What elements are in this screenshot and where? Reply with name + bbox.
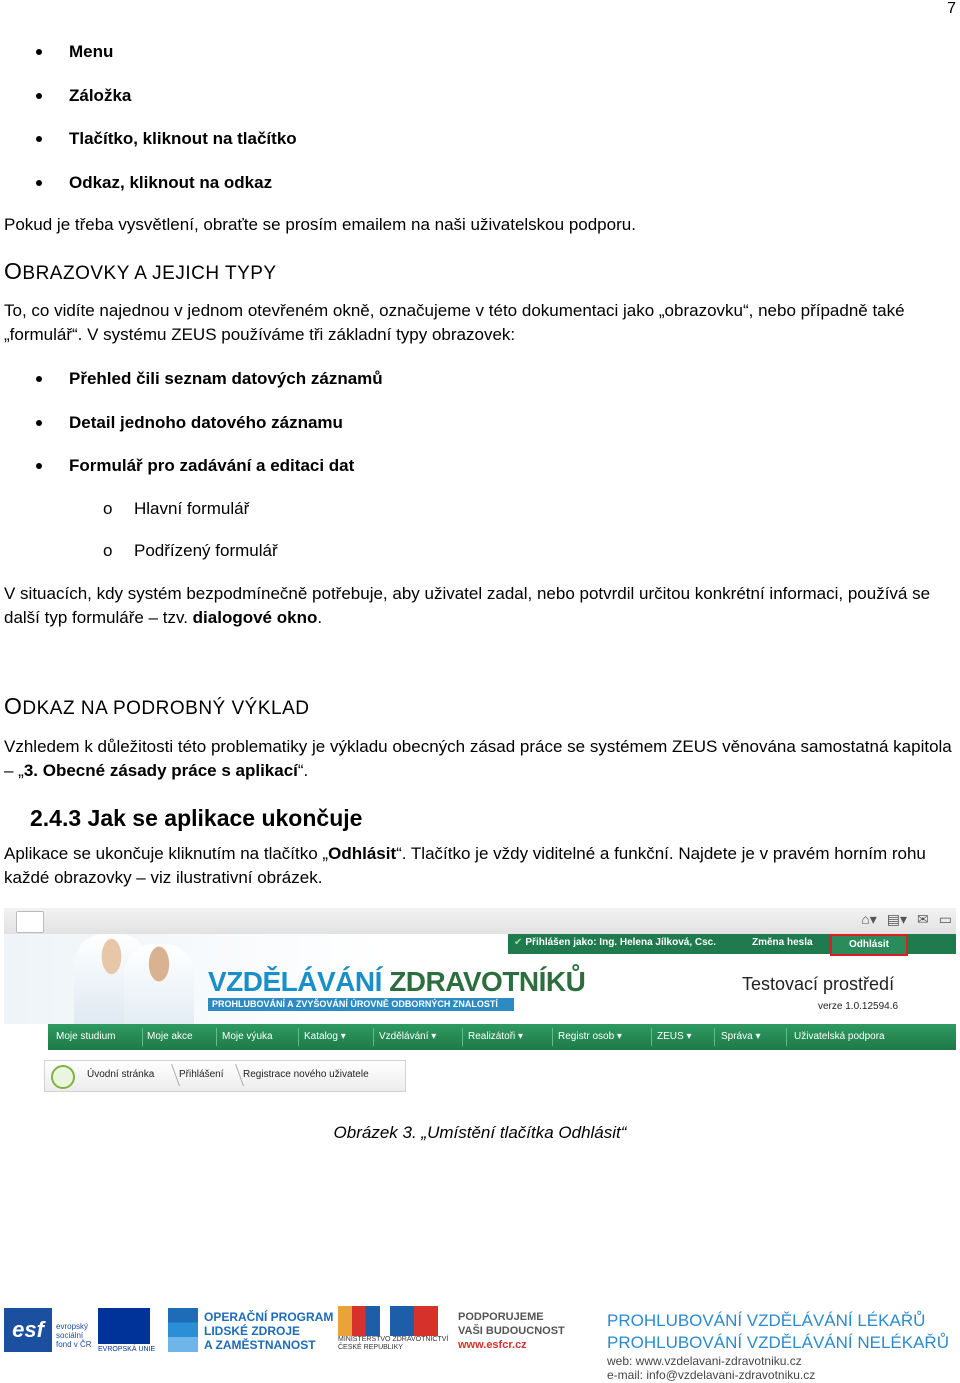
- home-icon[interactable]: [51, 1065, 75, 1089]
- environment-label: Testovací prostředí: [742, 974, 895, 994]
- nav-item-my-events[interactable]: Moje akce: [147, 1031, 193, 1042]
- sub-bullet-icon: o: [103, 499, 113, 518]
- nav-item-my-study[interactable]: Moje studium: [56, 1031, 116, 1042]
- support-slogan: PODPORUJEME VAŠI BUDOUCNOST www.esfcr.cz: [458, 1311, 565, 1351]
- nav-item-catalog[interactable]: Katalog ▾: [304, 1031, 346, 1042]
- brand-subtitle: PROHLUBOVÁNÍ A ZVYŠOVÁNÍ ÚROVNĚ ODBORNÝCH ZNALOSTÍ: [208, 998, 514, 1011]
- feed-icon[interactable]: ▤▾: [886, 911, 908, 927]
- figure-caption: Obrázek 3. „Umístění tlačítka Odhlásit“: [333, 1123, 627, 1142]
- section-heading-reference: ODKAZ NA PODROBNÝ VÝKLAD: [4, 693, 310, 719]
- support-paragraph: Pokud je třeba vysvětlení, obraťte se prosím emailem na naši uživatelskou podporu.: [4, 215, 636, 234]
- user-label: ✔ Přihlášen jako: Ing. Helena Jílková, Csc.: [514, 937, 717, 948]
- browser-toolbar-icons: [851, 911, 952, 928]
- ministry-logo: [338, 1306, 380, 1336]
- esf-logo-text: evropský sociální fond v ČR: [56, 1322, 92, 1349]
- bullet-icon: [36, 376, 42, 382]
- reference-paragraph: Vzhledem k důležitosti této problematiky je výkladu obecných zásad práce se systémem ZEUS věnována samostatná kapitola – „3. Obecné zásady práce s aplikací“.: [4, 737, 952, 780]
- nav-item-user-support[interactable]: Uživatelská podpora: [794, 1031, 885, 1042]
- page-footer: [0, 1300, 960, 1383]
- subsection-heading: 2.4.3 Jak se aplikace ukončuje: [30, 805, 363, 831]
- breadcrumb-item: Registrace nového uživatele: [243, 1069, 369, 1080]
- version-label: verze 1.0.12594.6: [818, 1001, 899, 1012]
- op-logo-text: OPERAČNÍ PROGRAM LIDSKÉ ZDROJE A ZAMĚSTNANOST: [204, 1310, 334, 1352]
- eu-logo-text: EVROPSKÁ UNIE: [98, 1346, 156, 1353]
- nav-item-person-registry[interactable]: Registr osob ▾: [558, 1031, 622, 1042]
- esf-logo: esf: [4, 1308, 52, 1352]
- bullet-icon: [36, 49, 42, 55]
- check-icon: ✔: [514, 937, 523, 948]
- footer-line-doctors: PROHLUBOVÁNÍ VZDĚLÁVÁNÍ LÉKAŘŮ: [607, 1311, 926, 1330]
- eu-flag-logo: [98, 1308, 150, 1344]
- bullet-icon: [36, 136, 42, 142]
- bullet-icon: [36, 463, 42, 469]
- nav-item-my-teaching[interactable]: Moje výuka: [222, 1031, 273, 1042]
- footer-email: e-mail: info@vzdelavani-zdravotniku.cz: [607, 1368, 816, 1382]
- intro-paragraph: To, co vidíte najednou v jednom otevřeném okně, označujeme v této dokumentaci jako „obrazovku“, nebo případně také „formulář“. V systému ZEUS používáme tři základní typy obrazovek:: [4, 301, 905, 344]
- nav-item-administration[interactable]: Správa ▾: [721, 1031, 761, 1042]
- breadcrumb-item[interactable]: Úvodní stránka: [87, 1069, 155, 1080]
- doctor-photo: [124, 944, 194, 1024]
- app-screenshot-figure: [4, 908, 956, 1094]
- user-bar: [508, 934, 956, 954]
- bullet-icon: [36, 420, 42, 426]
- bullet-icon: [36, 180, 42, 186]
- breadcrumb-item[interactable]: Přihlášení: [179, 1069, 224, 1080]
- nav-item-providers[interactable]: Realizátoři ▾: [468, 1031, 524, 1042]
- nav-item-zeus[interactable]: ZEUS ▾: [657, 1031, 692, 1042]
- mail-icon[interactable]: ✉: [917, 911, 929, 927]
- footer-web: web: www.vzdelavani-zdravotniku.cz: [607, 1354, 802, 1368]
- app-header: [4, 934, 956, 1024]
- dialog-paragraph: V situacích, kdy systém bezpodmínečně potřebuje, aby uživatel zadal, nebo potvrdil určitou konkrétní informaci, používá se další typ formuláře – tzv. dialogové okno.: [4, 584, 931, 627]
- main-navigation: [48, 1024, 956, 1050]
- nav-item-education[interactable]: Vzdělávání ▾: [379, 1031, 437, 1042]
- change-password-link[interactable]: Změna hesla: [752, 937, 813, 948]
- section-heading-screens: OBRAZOVKY A JEJICH TYPY: [4, 258, 277, 284]
- browser-toolbar: [4, 908, 956, 935]
- bullet-icon: [36, 93, 42, 99]
- sub-bullet-icon: o: [103, 541, 113, 560]
- footer-line-nondoctors: PROHLUBOVÁNÍ VZDĚLÁVÁNÍ NELÉKAŘŮ: [607, 1333, 949, 1352]
- breadcrumb: [44, 1060, 406, 1092]
- home-icon[interactable]: ⌂▾: [861, 911, 877, 927]
- ministry-logo-text: MINISTERSTVO ZDRAVOTNICTVÍ ČESKÉ REPUBLIKY: [338, 1336, 449, 1351]
- print-icon[interactable]: ▭: [938, 911, 952, 927]
- browser-tab[interactable]: [16, 911, 44, 933]
- page-number: 7: [947, 0, 956, 17]
- ez-logo: [390, 1306, 438, 1336]
- exit-paragraph: Aplikace se ukončuje kliknutím na tlačítko „Odhlásit“. Tlačítko je vždy viditelné a funkční. Najdete je v pravém horním rohu každé obrazovky – viz ilustrativní obrázek.: [4, 844, 926, 887]
- op-logo: [168, 1308, 198, 1352]
- logout-button[interactable]: Odhlásit: [830, 934, 908, 956]
- brand-logo: VZDĚLÁVÁNÍ ZDRAVOTNÍKŮ: [208, 966, 586, 997]
